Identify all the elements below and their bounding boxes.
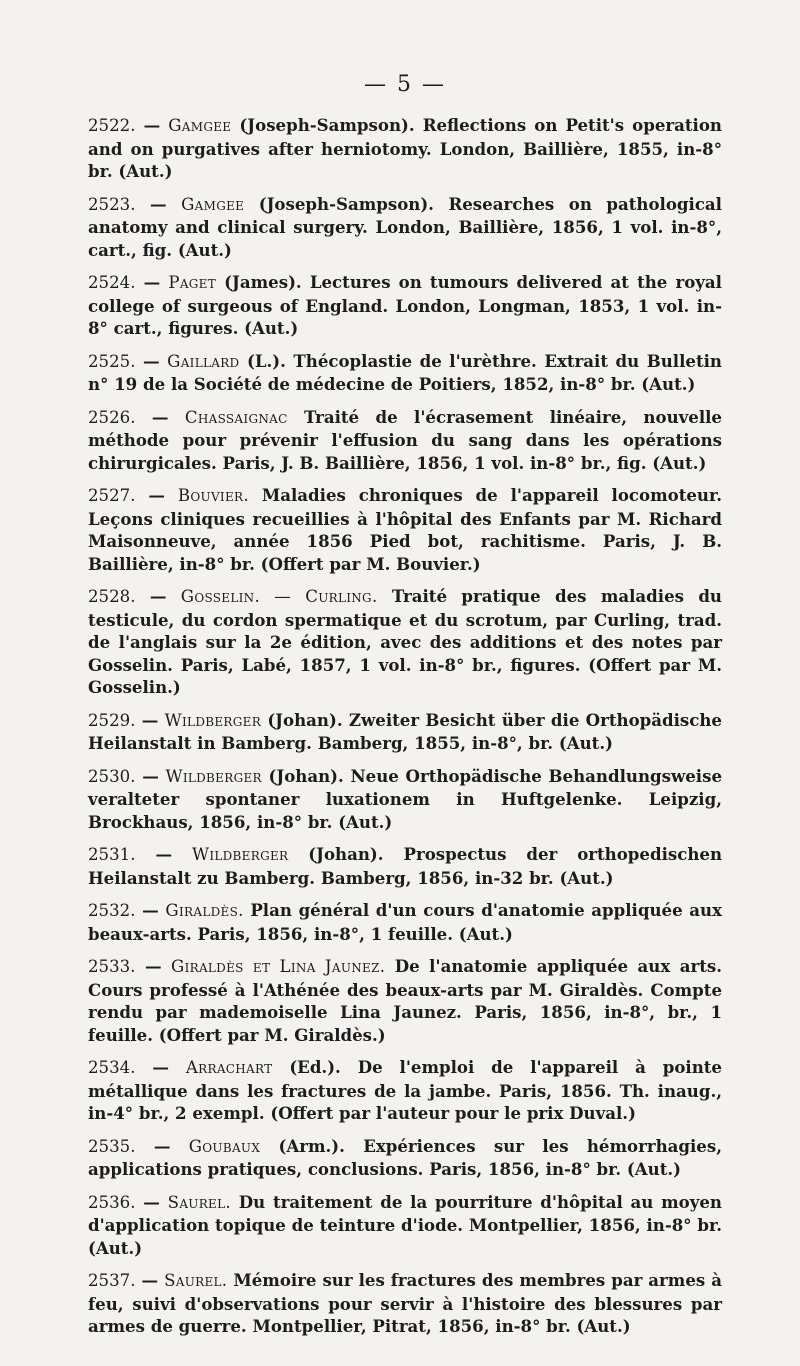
catalog-entry [88, 955, 722, 1046]
entry-dash: — [135, 1135, 189, 1156]
entry-author: Paget [168, 273, 217, 292]
entry-number: 2524. [88, 273, 136, 292]
catalog-entry [88, 1269, 722, 1338]
entry-number: 2531. [88, 845, 136, 864]
catalog-entry [88, 1191, 722, 1260]
entry-number: 2523. [88, 194, 136, 214]
entry-number: 2534. [88, 1058, 136, 1077]
catalog-entry [88, 193, 722, 262]
entry-author: Bouvier. [177, 486, 249, 505]
entry-text: De l'anatomie appliquée aux arts. Cours professé à l'Athénée des beaux-arts par M. Giraldès. Compte rendu par mademoiselle Lina Jaunez. Paris, 1856, in-8°, br., 1 feuille. (Offert par M. Giraldès.) [88, 956, 722, 1045]
entry-number: 2535. [88, 1136, 136, 1156]
entry-number: 2522. [88, 116, 136, 135]
entry-list [88, 114, 722, 1338]
entry-dash: — [135, 1057, 186, 1077]
entry-author: Gamgee [181, 194, 245, 214]
entry-author: Giraldès et Lina Jaunez. [171, 957, 386, 976]
entry-text: (Joseph-Sampson). Researches on pathological anatomy and clinical surgery. London, Baillière, 1856, 1 vol. in-8°, cart., fig. (Aut.) [88, 193, 722, 260]
entry-number: 2529. [88, 710, 136, 730]
entry-dash: — [135, 1270, 165, 1290]
entry-text: Mémoire sur les fractures des membres par armes à feu, suivi d'observations pour servir à l'histoire des blessures par armes de guerre. Montpellier, Pitrat, 1856, in-8° br. (Aut.) [88, 1270, 722, 1336]
entry-number: 2536. [88, 1192, 136, 1212]
catalog-entry [88, 350, 722, 396]
entry-number: 2527. [88, 486, 136, 505]
entry-number: 2528. [88, 587, 136, 606]
entry-author: Wildberger [164, 710, 262, 730]
entry-dash: — [135, 709, 165, 730]
entry-author: Gaillard [167, 351, 240, 371]
entry-dash: — [135, 115, 169, 135]
entry-author: Arrachart [185, 1058, 273, 1077]
catalog-entry [88, 484, 722, 575]
entry-dash: — [135, 956, 172, 976]
entry-dash: — [135, 586, 181, 606]
entry-dash: — [135, 844, 192, 864]
entry-author: Chassaignac [184, 407, 288, 427]
entry-dash: — [135, 272, 169, 292]
entry-text: Du traitement de la pourriture d'hôpital au moyen d'application topique de teinture d'iode. Montpellier, 1856, in-8° br. (Aut.) [88, 1191, 722, 1258]
entry-text: (L.). Thécoplastie de l'urèthre. Extrait du Bulletin n° 19 de la Société de médecine de Poitiers, 1852, in-8° br. (Aut.) [88, 350, 722, 394]
catalog-entry [88, 1135, 722, 1181]
entry-author: Giraldès. [165, 901, 244, 920]
entry-text: (Johan). Zweiter Besicht über die Orthopädische Heilanstalt in Bamberg. Bamberg, 1855, in-8°, br. (Aut.) [88, 709, 722, 753]
catalog-entry [88, 406, 722, 475]
entry-text: (Johan). Neue Orthopädische Behandlungsweise veralteter spontaner luxationem in Huftgelenke. Leipzig, Brockhaus, 1856, in-8° br. (Aut.) [88, 765, 722, 832]
catalog-entry [88, 709, 722, 755]
entry-author: Wildberger [191, 845, 289, 864]
entry-text: (Johan). Prospectus der orthopedischen Heilanstalt zu Bamberg. Bamberg, 1856, in-32 br. (Aut.) [88, 844, 723, 888]
entry-text: Maladies chroniques de l'appareil locomoteur. Leçons cliniques recueillies à l'hôpital des Enfants par M. Richard Maisonneuve, année 1856 Pied bot, rachitisme. Paris, J. B. Baillière, in-8° br. (Offert par M. Bouvier.) [88, 485, 722, 574]
entry-text: (James). Lectures on tumours delivered at the royal college of surgeous of England. London, Longman, 1853, 1 vol. in-8° cart., figures. (Aut.) [88, 272, 722, 338]
entry-dash: — [135, 193, 182, 214]
entry-author: Saurel. [167, 1192, 231, 1212]
entry-number: 2526. [88, 407, 136, 427]
entry-number: 2532. [88, 901, 136, 920]
entry-author: Wildberger [165, 766, 262, 786]
catalog-entry [88, 114, 722, 183]
page-number: — 5 — [364, 72, 446, 97]
entry-dash: — [135, 1191, 168, 1212]
catalog-entry [88, 899, 722, 945]
entry-dash: — [135, 765, 166, 786]
entry-dash: — [135, 900, 166, 920]
entry-author: Goubaux [188, 1136, 261, 1156]
entry-text: Plan général d'un cours d'anatomie appliquée aux beaux-arts. Paris, 1856, in-8°, 1 feuille. (Aut.) [88, 900, 722, 944]
entry-author: Gamgee [168, 116, 232, 135]
entry-text: (Arm.). Expériences sur les hémorrhagies, applications pratiques, conclusions. Paris, 1856, in-8° br. (Aut.) [88, 1135, 722, 1179]
entry-dash: — [135, 485, 178, 505]
entry-text: Traité pratique des maladies du testicule, du cordon spermatique et du scrotum, par Curling, trad. de l'anglais sur la 2e édition, avec des additions et des notes par Gosselin. Paris, Labé, 1857, 1 vol. in-8° br., figures. (Offert par M. Gosselin.) [88, 586, 722, 697]
entry-dash: — [135, 350, 168, 371]
entry-text: (Joseph-Sampson). Reflections on Petit's operation and on purgatives after herniotomy. London, Baillière, 1855, in-8° br. (Aut.) [88, 115, 722, 181]
entry-number: 2530. [88, 766, 136, 786]
catalog-entry [88, 585, 722, 699]
catalog-entry [88, 1056, 722, 1125]
entry-dash: — [135, 406, 185, 427]
catalog-entry [88, 843, 722, 889]
entry-text: Traité de l'écrasement linéaire, nouvelle méthode pour prévenir l'effusion du sang dans les opérations chirurgicales. Paris, J. B. Baillière, 1856, 1 vol. in-8° br., fig. (Aut.) [88, 406, 722, 473]
catalog-entry [88, 765, 722, 834]
entry-author: Gosselin. — Curling. [180, 587, 378, 606]
entry-text: (Ed.). De l'emploi de l'appareil à pointe métallique dans les fractures de la jambe. Paris, 1856. Th. inaug., in-4° br., 2 exempl. (Offert par l'auteur pour le prix Duval.) [88, 1057, 722, 1123]
catalog-entry [88, 271, 722, 340]
entry-number: 2537. [88, 1271, 136, 1290]
entry-number: 2525. [88, 351, 136, 371]
entry-author: Saurel. [164, 1271, 228, 1290]
entry-number: 2533. [88, 957, 136, 976]
